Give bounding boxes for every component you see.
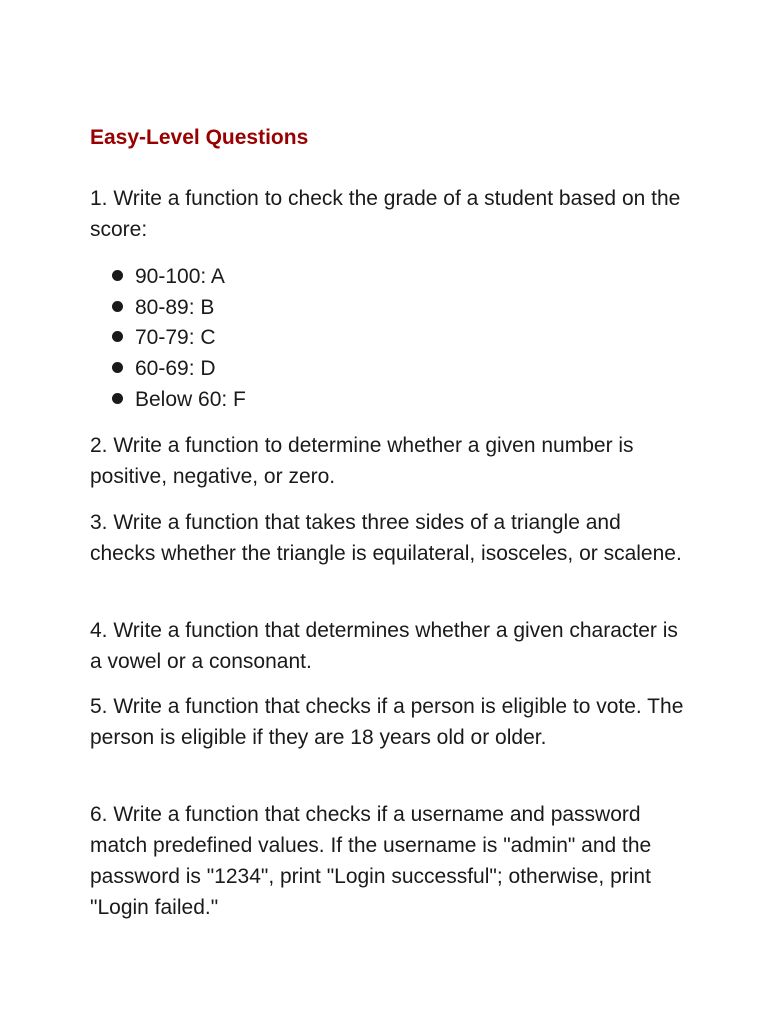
list-item <box>112 323 246 354</box>
question-3: 3. Write a function that takes three sides of a triangle and checks whether the triangle is equilateral, isosceles, or scalene. <box>90 511 682 565</box>
grade-item-label: 70-79: C <box>135 326 216 350</box>
grade-item-label: Below 60: F <box>135 387 246 411</box>
list-item <box>112 262 246 293</box>
bullet-icon <box>112 362 123 373</box>
grade-item-label: 90-100: A <box>135 265 225 288</box>
question-5: 5. Write a function that checks if a person is eligible to vote. The person is eligible if they are 18 years old or older. <box>90 695 684 749</box>
question-2: 2. Write a function to determine whether a given number is positive, negative, or zero. <box>90 434 634 488</box>
question-1: 1. Write a function to check the grade of a student based on the score: <box>90 187 681 241</box>
list-item <box>112 354 246 385</box>
section-heading: Easy-Level Questions <box>90 126 309 149</box>
bullet-icon <box>112 393 123 404</box>
bullet-icon <box>112 301 123 312</box>
list-item <box>112 293 246 324</box>
bullet-icon <box>112 331 123 342</box>
grade-item-label: 60-69: D <box>135 357 216 381</box>
list-item <box>112 385 246 416</box>
question-4: 4. Write a function that determines whether a given character is a vowel or a consonant. <box>90 619 678 673</box>
question-6: 6. Write a function that checks if a username and password match predefined values. If the username is "admin" and the password is "1234", print "Login successful"; otherwise, print "Login failed." <box>90 803 652 919</box>
bullet-icon <box>112 270 123 281</box>
grade-scale-list <box>112 262 246 416</box>
grade-item-label: 80-89: B <box>135 295 215 319</box>
